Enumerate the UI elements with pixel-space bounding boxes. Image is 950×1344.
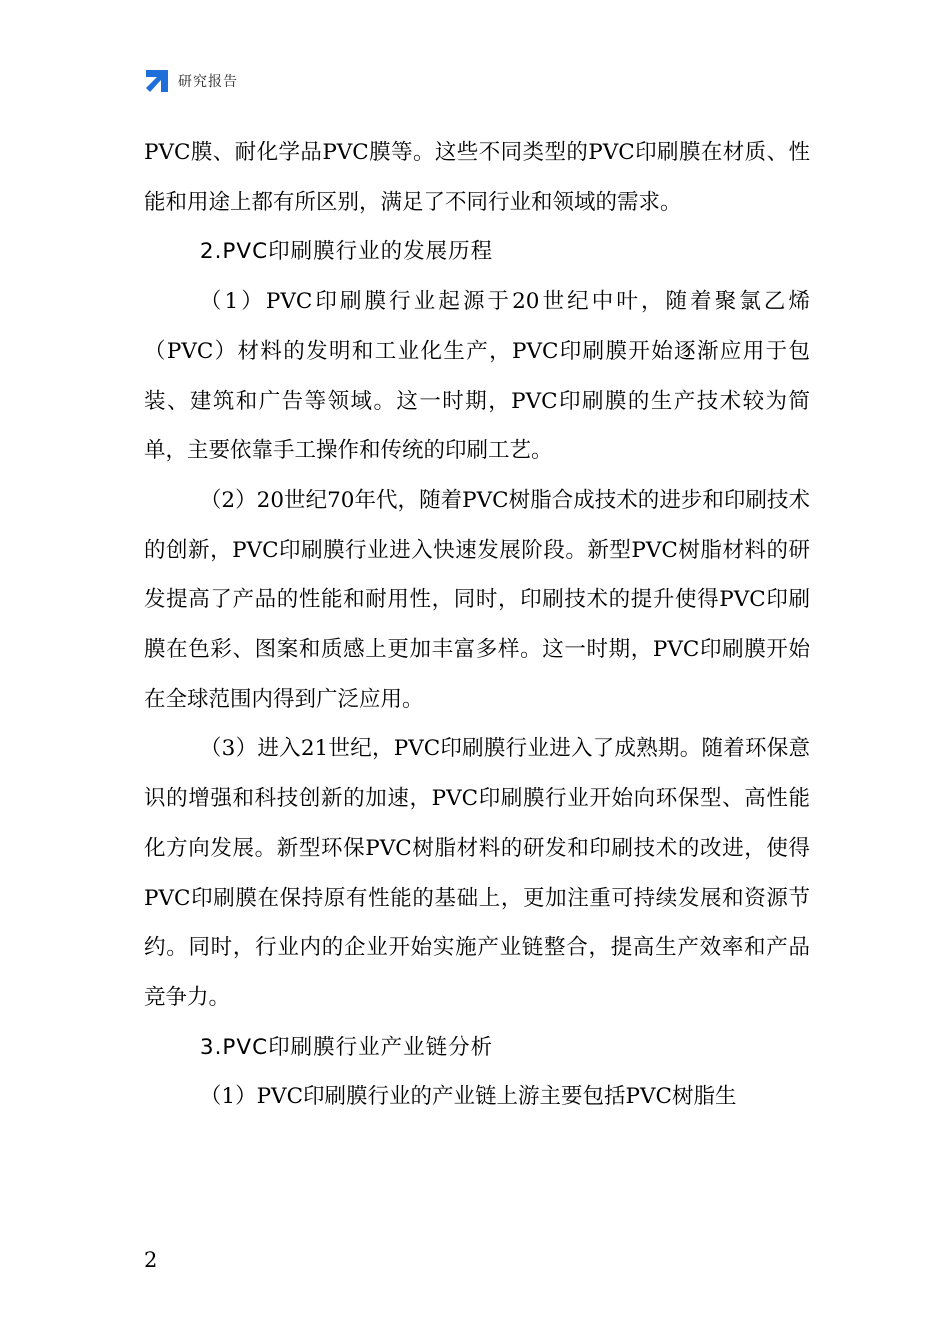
section-heading-development-history: 2.PVC印刷膜行业的发展历程: [199, 239, 494, 265]
document-body: [144, 128, 810, 1122]
paragraph-history-2: （2）20世纪70年代，随着PVC树脂合成技术的进步和印刷技术的创新，PVC印刷膜行业进入快速发展阶段。新型PVC树脂材料的研发提高了产品的性能和耐用性，同时，印刷技术的提升使得PVC印刷膜在色彩、图案和质感上更加丰富多样。这一时期，PVC印刷膜开始在全球范围内得到广泛应用。: [144, 487, 810, 712]
section-heading-industry-chain: 3.PVC印刷膜行业产业链分析: [199, 1034, 494, 1060]
header-label: 研究报告: [178, 74, 238, 90]
arrow-up-right-icon: [144, 68, 170, 94]
paragraph-history-1: （1）PVC印刷膜行业起源于20世纪中叶，随着聚氯乙烯（PVC）材料的发明和工业化生产，PVC印刷膜开始逐渐应用于包装、建筑和广告等领域。这一时期，PVC印刷膜的生产技术较为简单，主要依靠手工操作和传统的印刷工艺。: [144, 289, 810, 464]
paragraph-continuation: PVC膜、耐化学品PVC膜等。这些不同类型的PVC印刷膜在材质、性能和用途上都有所区别，满足了不同行业和领域的需求。: [144, 140, 810, 215]
paragraph-industry-chain-1: （1）PVC印刷膜行业的产业链上游主要包括PVC树脂生: [199, 1084, 737, 1110]
paragraph-history-3: （3）进入21世纪，PVC印刷膜行业进入了成熟期。随着环保意识的增强和科技创新的加速，PVC印刷膜行业开始向环保型、高性能化方向发展。新型环保PVC树脂材料的研发和印刷技术的改进，使得PVC印刷膜在保持原有性能的基础上，更加注重可持续发展和资源节约。同时，行业内的企业开始实施产业链整合，提高生产效率和产品竞争力。: [144, 736, 810, 1010]
page-number: 2: [144, 1248, 158, 1272]
report-header: [144, 66, 238, 96]
